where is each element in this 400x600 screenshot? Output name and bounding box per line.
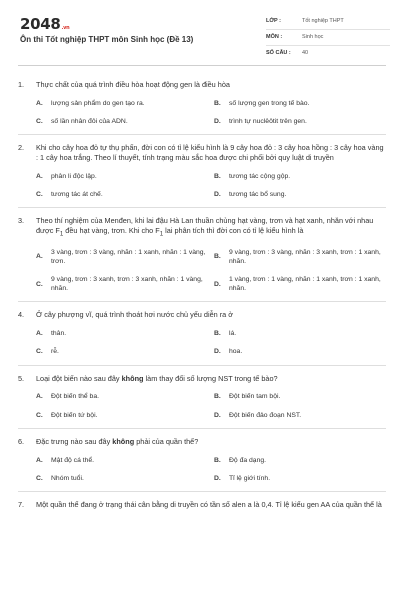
answer-options (18, 172, 386, 199)
meta-row-subject (266, 30, 390, 46)
option-a[interactable]: A. phân li độc lập. (36, 172, 97, 180)
question-stem (18, 374, 386, 384)
meta-row-count (266, 46, 390, 62)
option-c[interactable]: C. 9 vàng, trơn : 3 xanh, trơn : 3 xanh, nhăn : 1 vàng, nhăn. (36, 276, 203, 293)
option-d[interactable]: D. tương tác bổ sung. (214, 191, 287, 199)
question-text: Khi cho cây hoa đỏ tự thụ phấn, đời con có tỉ lệ kiểu hình là 9 cây hoa đỏ : 3 cây hoa hồng : 3 cây hoa vàng : 1 cây hoa trắng. Theo lí thuyết, tính trạng màu sắc hoa được chi phối bởi quy luật di truyền (36, 143, 384, 163)
question-2 (18, 135, 386, 208)
option-a[interactable]: A. 3 vàng, trơn : 3 vàng, nhăn : 1 xanh, nhăn : 1 vàng, trơn. (36, 248, 206, 265)
option-d[interactable]: D. hoa. (214, 348, 243, 356)
question-stem (18, 310, 386, 320)
question-number: 3. (18, 216, 25, 226)
document-title: Ôn thi Tốt nghiệp THPT môn Sinh học (Đề 13) (20, 35, 194, 44)
option-b[interactable]: B. Độ đa dạng. (214, 456, 267, 464)
meta-value: Tốt nghiệp THPT (302, 17, 344, 24)
meta-label: MÔN : (266, 33, 283, 40)
answer-options (18, 329, 386, 356)
option-a[interactable]: A. Mật độ cá thể. (36, 456, 95, 464)
question-stem (18, 216, 386, 239)
option-d[interactable]: D. Đột biến đảo đoạn NST. (214, 411, 302, 419)
option-b[interactable]: B. 9 vàng, trơn : 3 vàng, nhăn : 3 xanh, trơn : 1 xanh, nhăn. (214, 248, 381, 265)
meta-row-class (266, 14, 390, 30)
meta-info (266, 14, 390, 62)
option-c[interactable]: C. Đột biến tứ bội. (36, 411, 98, 419)
question-stem (18, 437, 386, 447)
option-b[interactable]: B. Đột biến tam bội. (214, 393, 281, 401)
answer-options (18, 392, 386, 419)
question-text: Thực chất của quá trình điều hòa hoạt động gen là điều hòa (36, 80, 230, 89)
question-4 (18, 302, 386, 365)
meta-value: Sinh học (302, 33, 324, 40)
option-d[interactable]: D. trình tự nuclêôtit trên gen. (214, 118, 307, 126)
site-logo[interactable]: 2048.vn (20, 15, 70, 33)
question-stem (18, 500, 386, 510)
question-number: 6. (18, 436, 25, 446)
question-1 (18, 80, 386, 135)
question-number: 2. (18, 143, 25, 153)
option-b[interactable]: B. số lượng gen trong tế bào. (214, 99, 310, 107)
meta-label: SỐ CÂU : (266, 50, 291, 57)
worksheet-header (18, 0, 386, 66)
answer-options (18, 456, 386, 483)
question-7 (18, 492, 386, 518)
option-c[interactable]: C. rễ. (36, 348, 59, 356)
meta-value: 40 (302, 50, 309, 57)
emphasis-word: không (121, 373, 144, 383)
question-6 (18, 429, 386, 492)
meta-label: LỚP : (266, 17, 281, 24)
option-a[interactable]: A. thân. (36, 330, 67, 338)
question-number: 1. (18, 80, 25, 89)
question-number: 4. (18, 310, 25, 320)
answer-options (18, 99, 386, 126)
question-number: 7. (18, 499, 25, 509)
question-number: 5. (18, 373, 25, 383)
option-d[interactable]: D. 1 vàng, trơn : 1 vàng, nhăn : 1 xanh, trơn : 1 xanh, nhăn. (214, 276, 381, 293)
option-c[interactable]: C. Nhóm tuổi. (36, 474, 84, 482)
option-c[interactable]: C. tương tác át chế. (36, 191, 103, 199)
question-text: Đặc trưng nào sau đây không phải của quần thể? (36, 436, 199, 446)
option-d[interactable]: D. Tỉ lệ giới tính. (214, 474, 271, 482)
question-text: Ở cây phượng vĩ, quá trình thoát hơi nước chủ yếu diễn ra ở (36, 310, 234, 320)
emphasis-word: không (112, 436, 135, 446)
question-3 (18, 208, 386, 302)
option-b[interactable]: B. lá. (214, 330, 237, 338)
question-text: Loại đột biến nào sau đây không làm thay đổi số lượng NST trong tế bào? (36, 373, 278, 383)
question-list (18, 66, 386, 518)
question-text: Một quần thể đang ở trạng thái cân bằng di truyền có tần số alen a là 0,4. Tỉ lệ kiểu gen AA của quần thể là (36, 499, 382, 509)
question-5 (18, 366, 386, 429)
question-stem (18, 80, 386, 90)
question-stem (18, 143, 386, 163)
option-b[interactable]: B. tương tác cộng gộp. (214, 172, 291, 180)
option-a[interactable]: A. lượng sản phẩm do gen tạo ra. (36, 99, 145, 107)
question-text: Theo thí nghiệm của Menđen, khi lai đậu Hà Lan thuần chủng hạt vàng, trơn và hạt xanh, nhăn với nhau được $F_1$ đều hạt vàng, trơn. Khi cho $F_1$ lai phân tích thì đời con có tỉ lệ kiểu hình là (36, 216, 374, 238)
answer-options (18, 248, 386, 294)
option-a[interactable]: A. Đột biến thể ba. (36, 393, 99, 401)
option-c[interactable]: C. số lần nhân đôi của ADN. (36, 118, 128, 126)
